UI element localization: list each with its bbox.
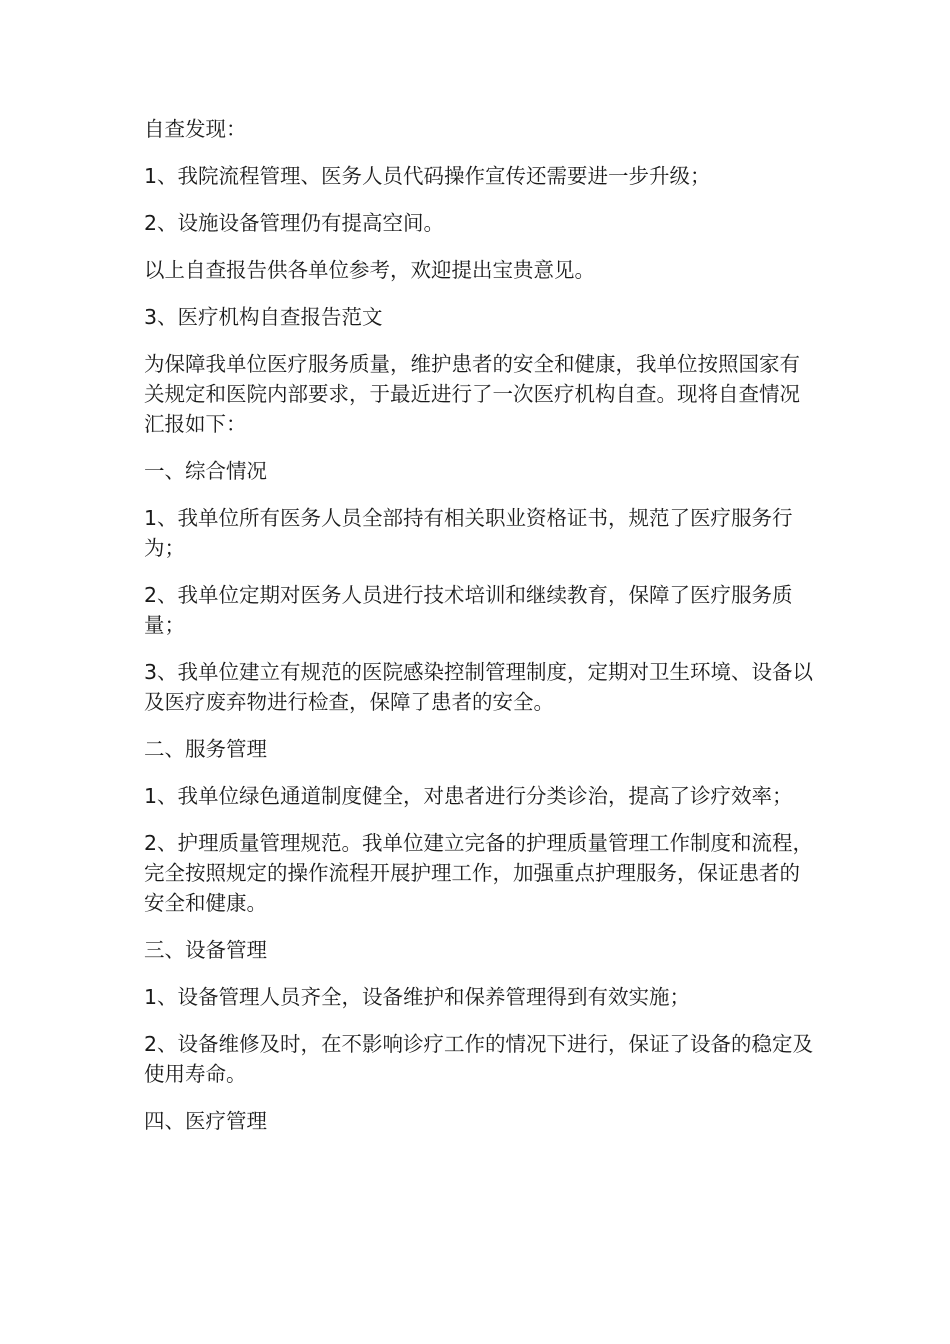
paragraph-self-check-findings: 自查发现：	[144, 117, 247, 141]
document-body	[144, 114, 814, 1153]
paragraph-section-1-item-2: 2、我单位定期对医务人员进行技术培训和继续教育，保障了医疗服务质量；	[144, 583, 793, 637]
heading-sample-report: 3、医疗机构自查报告范文	[144, 305, 383, 329]
paragraph-section-1-item-1: 1、我单位所有医务人员全部持有相关职业资格证书，规范了医疗服务行为；	[144, 506, 793, 560]
paragraph-intro: 为保障我单位医疗服务质量，维护患者的安全和健康，我单位按照国家有关规定和医院内部要求，于最近进行了一次医疗机构自查。现将自查情况汇报如下：	[144, 352, 800, 436]
heading-section-2: 二、服务管理	[144, 737, 267, 761]
paragraph-finding-2: 2、设施设备管理仍有提高空间。	[144, 211, 445, 235]
paragraph-reference-note: 以上自查报告供各单位参考，欢迎提出宝贵意见。	[144, 258, 595, 282]
paragraph-section-3-item-2: 2、设备维修及时，在不影响诊疗工作的情况下进行，保证了设备的稳定及使用寿命。	[144, 1032, 814, 1086]
paragraph-section-2-item-2: 2、护理质量管理规范。我单位建立完备的护理质量管理工作制度和流程，完全按照规定的操作流程开展护理工作，加强重点护理服务，保证患者的安全和健康。	[144, 831, 814, 915]
paragraph-section-2-item-1: 1、我单位绿色通道制度健全，对患者进行分类诊治，提高了诊疗效率；	[144, 784, 793, 808]
paragraph-section-1-item-3: 3、我单位建立有规范的医院感染控制管理制度，定期对卫生环境、设备以及医疗废弃物进行检查，保障了患者的安全。	[144, 660, 814, 714]
paragraph-section-3-item-1: 1、设备管理人员齐全，设备维护和保养管理得到有效实施；	[144, 985, 691, 1009]
heading-section-1: 一、综合情况	[144, 459, 267, 483]
paragraph-finding-1: 1、我院流程管理、医务人员代码操作宣传还需要进一步升级；	[144, 164, 711, 188]
heading-section-4: 四、医疗管理	[144, 1109, 267, 1133]
heading-section-3: 三、设备管理	[144, 938, 267, 962]
